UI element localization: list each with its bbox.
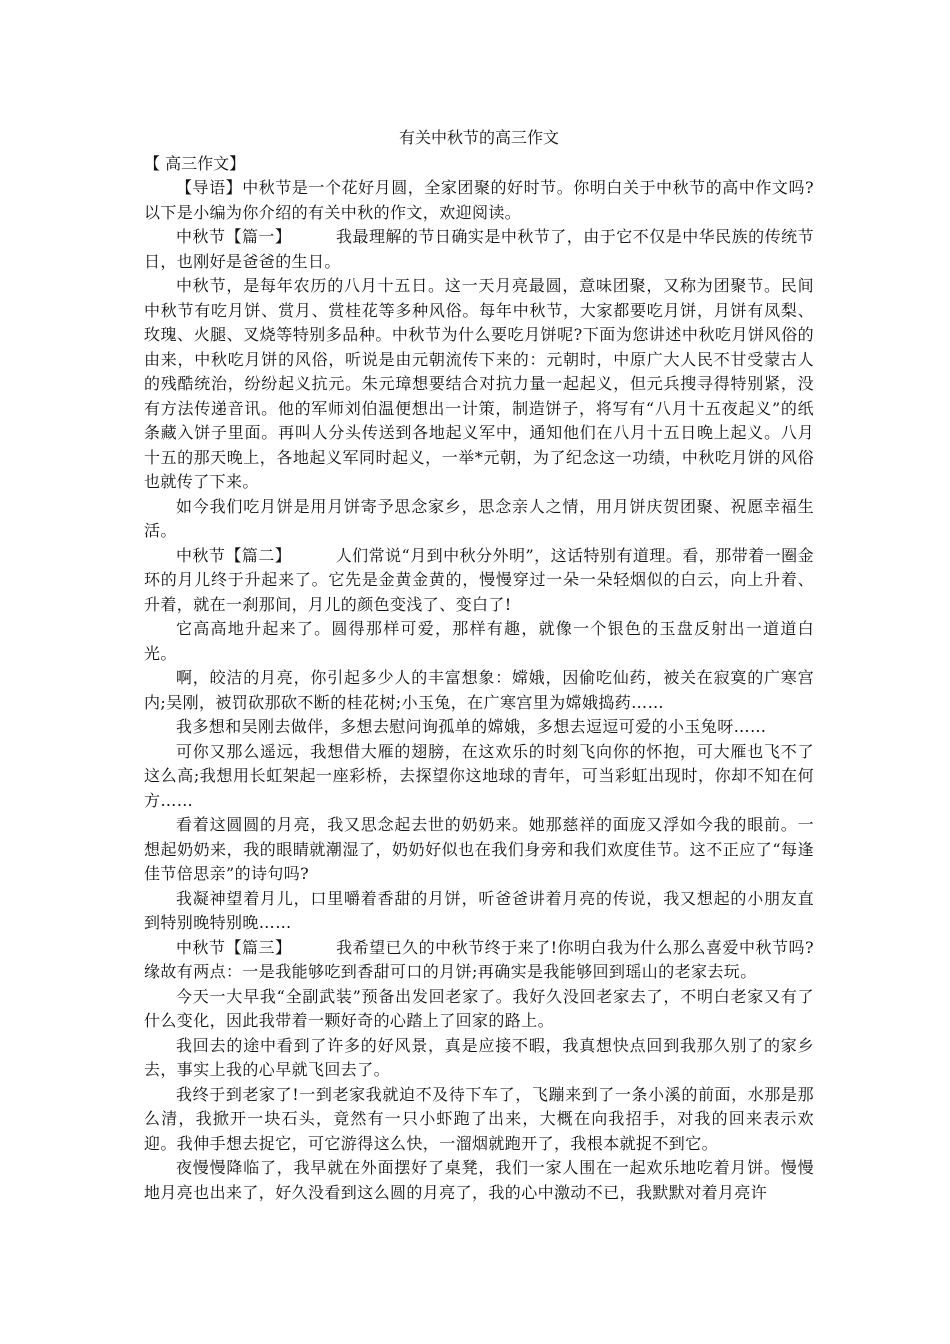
- paragraph: 今天一大早我“全副武装”预备出发回老家了。我好久没回老家去了，不明白老家又有了什么变化，因此我带着一颗好奇的心踏上了回家的路上。: [144, 986, 814, 1030]
- paragraph-section-1-head: 中秋节【篇一】 我最理解的节日确实是中秋节了，由于它不仅是中华民族的传统节日，也刚好是爸爸的生日。: [144, 227, 814, 271]
- paragraph-section-3-head: 中秋节【篇三】 我希望已久的中秋节终于来了!你明白我为什么那么喜爱中秋节吗?缘故有两点：一是我能够吃到香甜可口的月饼;再确实是我能够回到瑶山的老家去玩。: [144, 937, 814, 981]
- category-tag: 【 高三作文】: [144, 154, 246, 173]
- paragraph: 我凝神望着月儿，口里嚼着香甜的月饼，听爸爸讲着月亮的传说，我又想起的小朋友直到特别晚特别晚……: [144, 888, 814, 932]
- paragraph: 我多想和吴刚去做伴，多想去慰问询孤单的嫦娥，多想去逗逗可爱的小玉兔呀……: [176, 717, 767, 736]
- paragraph: 我终于到老家了!一到老家我就迫不及待下车了，飞蹦来到了一条小溪的前面，水那是那么清，我掀开一块石头，竟然有一只小虾跑了出来，大概在向我招手，对我的回来表示欢迎。我伸手想去捉它，可它游得这么快，一溜烟就跑开了，我根本就捉不到它。: [144, 1084, 814, 1153]
- document-page: [144, 126, 814, 1205]
- paragraph: 夜慢慢降临了，我早就在外面摆好了桌凳，我们一家人围在一起欢乐地吃着月饼。慢慢地月亮也出来了，好久没看到这么圆的月亮了，我的心中激动不已，我默默对着月亮许: [144, 1158, 814, 1202]
- paragraph: 看着这圆圆的月亮，我又思念起去世的奶奶来。她那慈祥的面庞又浮如今我的眼前。一想起奶奶来，我的眼睛就潮湿了，奶奶好似也在我们身旁和我们欢度佳节。这不正应了“每逢佳节倍思亲”的诗句吗?: [144, 815, 814, 883]
- paragraph-intro: 【导语】中秋节是一个花好月圆，全家团聚的好时节。你明白关于中秋节的高中作文吗?以下是小编为你介绍的有关中秋的作文，欢迎阅读。: [144, 178, 814, 222]
- paragraph: 中秋节，是每年农历的八月十五日。这一天月亮最圆，意味团聚，又称为团聚节。民间中秋节有吃月饼、赏月、赏桂花等多种风俗。每年中秋节，大家都要吃月饼，月饼有凤梨、玫瑰、火腿、叉烧等特别多品种。中秋节为什么要吃月饼呢?下面为您讲述中秋吃月饼风俗的由来，中秋吃月饼的风俗，听说是由元朝流传下来的：元朝时，中原广大人民不甘受蒙古人的残酷统治，纷纷起义抗元。朱元璋想要结合对抗力量一起起义，但元兵搜寻得特别紧，没有方法传递音讯。他的军师刘伯温便想出一计策，制造饼子，将写有“八月十五夜起义”的纸条藏入饼子里面。再叫人分头传送到各地起义军中，通知他们在八月十五日晚上起义。八月十五的那天晚上，各地起义军同时起义，一举*元朝，为了纪念这一功绩，中秋吃月饼的风俗也就传了下来。: [144, 276, 814, 491]
- paragraph: 啊，皎洁的月亮，你引起多少人的丰富想象：嫦娥，因偷吃仙药，被关在寂寞的广寒宫内;吴刚，被罚砍那砍不断的桂花树;小玉兔，在广寒宫里为嫦娥捣药……: [144, 668, 814, 712]
- paragraph: 我回去的途中看到了许多的好风景，真是应接不暇，我真想快点回到我那久别了的家乡去，事实上我的心早就飞回去了。: [144, 1035, 814, 1079]
- paragraph: 如今我们吃月饼是用月饼寄予思念家乡，思念亲人之情，用月饼庆贺团聚、祝愿幸福生活。: [144, 496, 814, 540]
- page-title: 有关中秋节的高三作文: [398, 128, 559, 147]
- paragraph: 它高高地升起来了。圆得那样可爱，那样有趣，就像一个银色的玉盘反射出一道道白光。: [144, 619, 814, 663]
- paragraph-section-2-head: 中秋节【篇二】 人们常说“月到中秋分外明”，这话特别有道理。看，那带着一圈金环的月儿终于升起来了。它先是金黄金黄的，慢慢穿过一朵一朵轻烟似的白云，向上升着、升着，就在一刹那间，月儿的颜色变浅了、变白了!: [144, 545, 814, 614]
- paragraph: 可你又那么遥远，我想借大雁的翅膀，在这欢乐的时刻飞向你的怀抱，可大雁也飞不了这么高;我想用长虹架起一座彩桥，去探望你这地球的青年，可当彩虹出现时，你却不知在何方……: [144, 741, 814, 810]
